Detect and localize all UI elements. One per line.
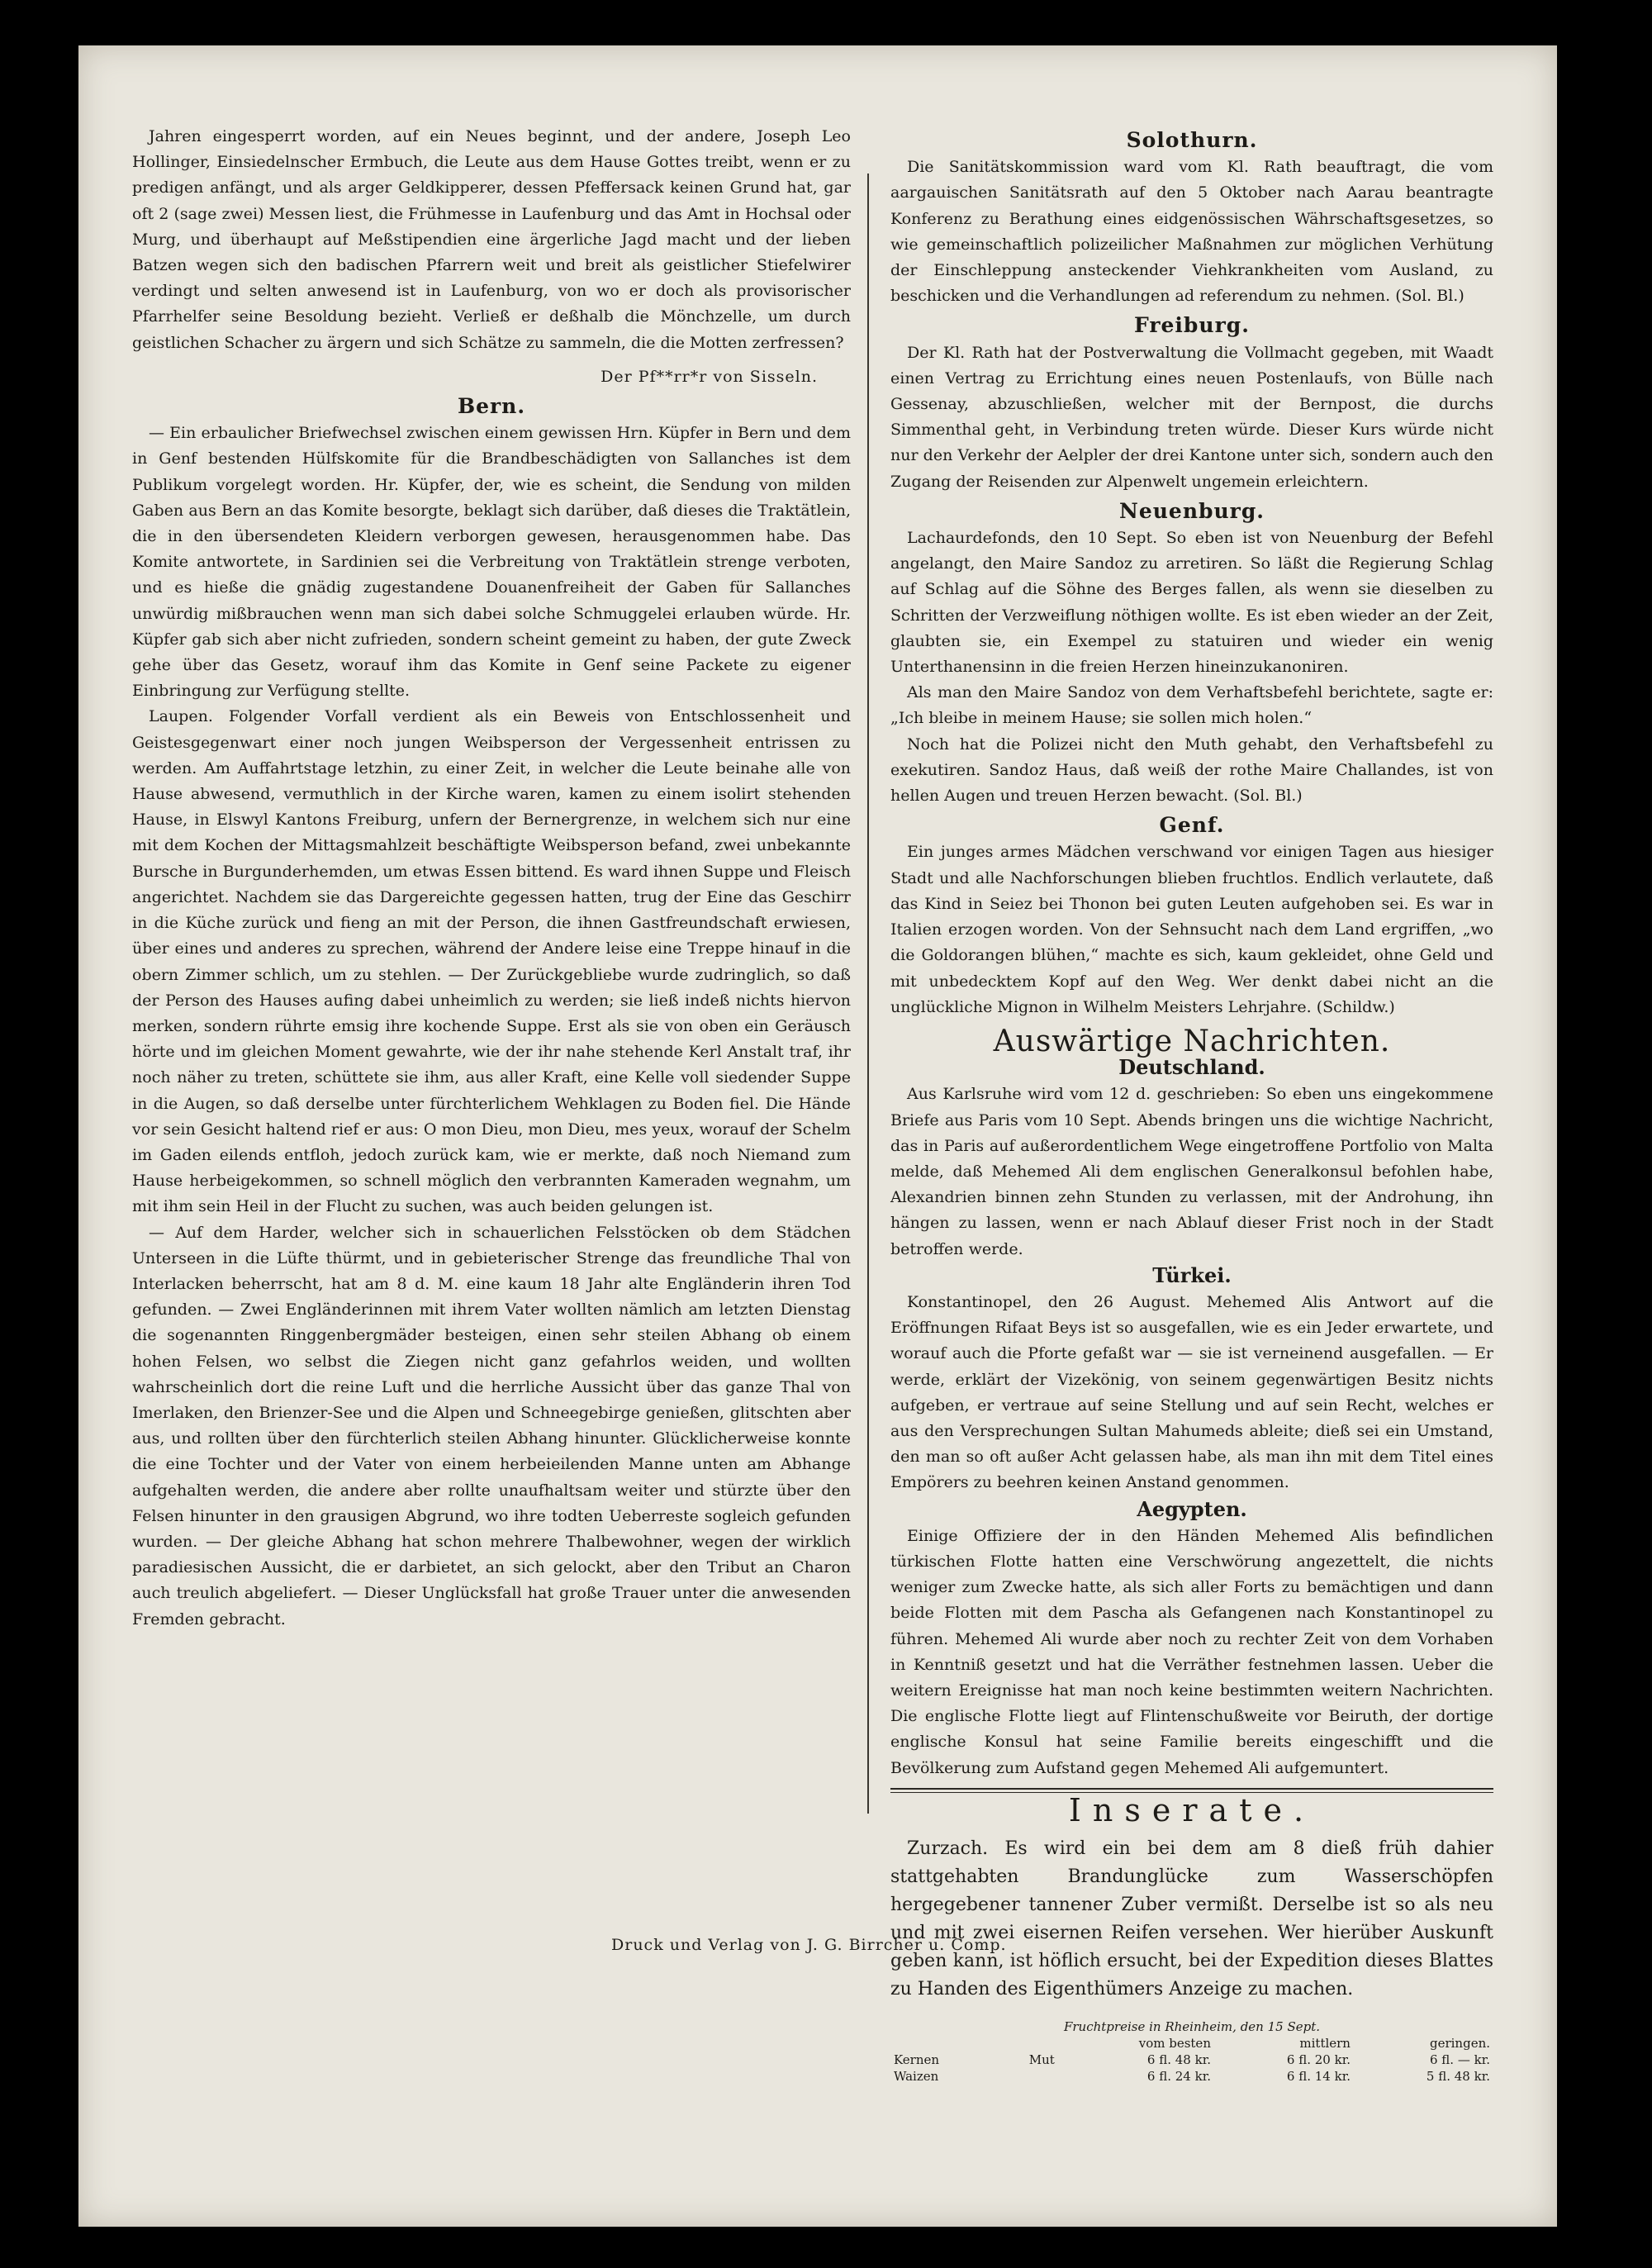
- section-heading-solothurn: Solothurn.: [1126, 128, 1258, 152]
- inserate-heading: Inserate.: [1068, 1791, 1316, 1828]
- table-cell: Mut: [1028, 2052, 1055, 2067]
- table-cell: 5 fl. 48 kr.: [1426, 2069, 1490, 2084]
- article-paragraph: Laupen. Folgender Vorfall verdient als ein Beweis von Entschlossenheit und Geistesgegenwart einer noch jungen Weibsperson der Vergessenheit entrissen zu werden. Am Auffahrtstage letzhin, zu einer Zeit, in welcher die Leute beinahe alle von Hause abwesend, vermuthlich in der Kirche waren, kamen zu einem isolirt stehenden Hause, in Elswyl Kantons Freiburg, unfern der Bernergrenze, in welchem sich nur eine mit dem Kochen der Mittagsmahlzeit beschäftigte Weibsperson befand, zwei unbekannte Bursche in Burgunderhemden, um etwas Essen bittend. Es ward ihnen Suppe und Fleisch angerichtet. Nachdem sie das Dargereichte gegessen hatten, trug der Eine das Geschirr in die Küche zurück und fieng an mit der Person, die ihnen Gastfreundschaft erwiesen, über eines und anderes zu sprechen, während der Andere leise eine Treppe hinauf in die obern Zimmer schlich, um zu stehlen. — Der Zurückgebliebe wurde zudringlich, so daß der Person des Hauses aufing dabei unheimlich zu werden; sie ließ indeß nichts hiervon merken, sondern rührte emsig ihre kochende Suppe. Erst als sie von oben ein Geräusch hörte und im gleichen Moment gewahrte, wie der ihr nahe stehende Kerl Anstalt traf, ihr noch näher zu treten, schüttete sie ihm, aus aller Kraft, eine Kelle voll siedender Suppe in die Augen, so daß derselbe unter fürchterlichem Wehklagen zu Boden fiel. Die Hände vor sein Gesicht haltend rief er aus: O mon Dieu, mon Dieu, mes yeux, worauf der Schelm im Gaden eilends entfloh, jedoch zurück kam, wie er merkte, daß noch Niemand zum Hause herbeigekommen, so schnell möglich den verbrannten Kameraden wegnahm, um mit ihm sein Heil in der Flucht zu suchen, was auch beiden gelungen ist.: [132, 707, 851, 1216]
- price-table: [890, 2035, 1493, 2085]
- section-heading-deutschland: Deutschland.: [1118, 1055, 1265, 1080]
- section-heading-tuerkei: Türkei.: [1152, 1262, 1232, 1287]
- table-cell: 6 fl. 14 kr.: [1286, 2069, 1351, 2084]
- article-paragraph: Ein junges armes Mädchen verschwand vor einigen Tagen aus hiesiger Stadt und alle Nachforschungen blieben fruchtlos. Endlich verlautete, daß das Kind in Seiez bei Thonon bei guten Leuten aufgehoben sei. Es war in Italien erzogen worden. Von der Sehnsucht nach dem Land ergriffen, „wo die Goldorangen blühen,“ machte es sich, kaum gekleidet, ohne Geld und mit unbedecktem Kopf auf den Weg. Wer denkt dabei nicht an die unglückliche Mignon in Wilhelm Meisters Lehrjahre. (Schildw.): [890, 843, 1493, 1016]
- table-cell: 6 fl. — kr.: [1429, 2052, 1490, 2067]
- table-header-row: [890, 2035, 1493, 2052]
- article-paragraph: Als man den Maire Sandoz von dem Verhaftsbefehl berichtete, sagte er: „Ich bleibe in meinem Hause; sie sollen mich holen.“: [890, 683, 1493, 728]
- article-paragraph: Die Sanitätskommission ward vom Kl. Rath beauftragt, die vom aargauischen Sanitätsrath auf den 5 Oktober nach Aarau beantragte Konferenz zu Berathung eines eidgenössischen Währschaftsgesetzes, so wie gemeinschaftlich polizeilicher Maßnahmen zur möglichen Verhütung der Einschleppung ansteckender Viehkrankheiten vom Ausland, zu beschicken und die Verhandlungen ad referendum zu nehmen. (Sol. Bl.): [890, 158, 1493, 306]
- table-cell: Waizen: [894, 2069, 939, 2084]
- price-table-caption: Fruchtpreise in Rheinheim, den 15 Sept.: [1063, 2019, 1321, 2034]
- table-cell: [994, 2068, 1058, 2085]
- article-paragraph: Konstantinopel, den 26 August. Mehemed Alis Antwort auf die Eröffnungen Rifaat Beys ist so ausgefallen, wie es ein Jeder erwartete, und worauf auch die Pforte gefaßt war — sie ist verneinend ausgefallen. — Er werde, erklärt der Vizekönig, von seinem gegenwärtigen Besitz nichts aufgeben, er vertraue auf seine Stellung und auf sein Recht, welches er aus den Versprechungen Sultan Mahumeds ableite; dieß sei ein Umstand, den man so oft außer Acht gelassen habe, als man ihn mit dem Titel eines Empörers zu beehren keinen Anstand genommen.: [890, 1292, 1493, 1492]
- table-header-cell: vom besten: [1138, 2036, 1211, 2051]
- section-heading-freiburg: Freiburg.: [1134, 313, 1250, 338]
- article-paragraph: Aus Karlsruhe wird vom 12 d. geschrieben: So eben uns eingekommene Briefe aus Paris vom 10 Sept. Abends bringen uns die wichtige Nachricht, das in Paris auf außerordentlichem Wege eingetroffene Portfolio von Malta melde, daß Mehemed Ali dem englischen Generalkonsul befohlen habe, Alexandrien binnen zehn Stunden zu verlassen, mit der Androhung, ihn hängen zu lassen, wenn er nach Ablauf dieser Frist noch in der Stadt betroffen werde.: [890, 1085, 1493, 1258]
- article-paragraph: — Auf dem Harder, welcher sich in schauerlichen Felsstöcken ob dem Städchen Unterseen in die Lüfte thürmt, und in gebieterischer Strenge das freundliche Thal von Interlacken beherrscht, hat am 8 d. M. eine kaum 18 Jahr alte Engländerin ihren Tod gefunden. — Zwei Engländerinnen mit ihrem Vater wollten nämlich am letzten Dienstag die sogenannten Ringgenbergmäder besteigen, einen sehr steilen Abhang ob einem hohen Felsen, wo selbst die Ziegen nicht ganz gefahrlos weiden, und wollten wahrscheinlich dort die reine Luft und die herrliche Aussicht über das ganze Thal von Imerlaken, den Brienzer-See und die Alpen und Schneegebirge genießen, glitschten aber aus, und rollten über den fürchterlich steilen Abhang hinunter. Glücklicherweise konnte die eine Tochter und der Vater von einem herbeieilenden Manne unten am Abhange aufgehalten werden, die andere aber rollte unaufhaltsam weiter und stürzte über den Felsen hinunter in den grausigen Abgrund, wo ihre todten Ueberreste sogleich gefunden wurden. — Der gleiche Abhang hat schon mehrere Thalbewohner, wegen der wirklich paradiesischen Aussicht, die er darbietet, an sich gelockt, aber den Tribut an Charon auch treulich abgeliefert. — Dieser Unglücksfall hat große Trauer unter die anwesenden Fremden gebracht.: [132, 1223, 851, 1628]
- article-paragraph: Noch hat die Polizei nicht den Muth gehabt, den Verhaftsbefehl zu exekutiren. Sandoz Haus, daß weiß der rothe Maire Challandes, ist von hellen Augen und treuen Herzen bewacht. (Sol. Bl.): [890, 735, 1493, 806]
- author-signature: Der Pf**rr*r von Sisseln.: [601, 367, 818, 386]
- table-cell: 6 fl. 24 kr.: [1146, 2069, 1211, 2084]
- article-paragraph: Lachaurdefonds, den 10 Sept. So eben ist von Neuenburg der Befehl angelangt, den Maire Sandoz zu arretiren. So läßt die Regierung Schlag auf Schlag auf die Söhne des Berges fallen, als wenn sie dieselben zu Schritten der Verzweiflung nöthigen wollte. Es ist eben wieder an der Zeit, glaubten sie, ein Exempel zu statuiren und wieder ein wenig Unterthanensinn in die freien Herzen hineinzukanoniren.: [890, 529, 1493, 677]
- article-paragraph: Einige Offiziere der in den Händen Mehemed Alis befindlichen türkischen Flotte hatten eine Verschwörung angezettelt, die nichts weniger zum Zwecke hatte, als sich aller Forts zu bemächtigen und dann beide Flotten mit dem Pascha als Gefangenen nach Konstantinopel zu führen. Mehemed Ali wurde aber noch zu rechter Zeit von dem Vorhaben in Kenntniß gesetzt und hat die Verräther festnehmen lassen. Ueber die weitern Ereignisse hat man noch keine bestimmten weitern Nachrichten. Die englische Flotte liegt auf Flintenschußweite vor Beiruth, der dortige englische Konsul hat seine Familie bereits eingeschifft und die Bevölkerung zum Aufstand gegen Mehemed Ali aufgemuntert.: [890, 1526, 1493, 1777]
- opening-paragraph: Jahren eingesperrt worden, auf ein Neues beginnt, und der andere, Joseph Leo Hollinger, Einsiedelnscher Ermbuch, die Leute aus dem Hause Gottes treibt, wenn er zu predigen anfängt, und als arger Geldkipperer, dessen Pfeffersack keinen Grund hat, gar oft 2 (sage zwei) Messen liest, die Frühmesse in Laufenburg und das Amt in Hochsal oder Murg, und überhaupt auf Meßstipendien eine ärgerliche Jagd macht und der lieben Batzen wegen sich den badischen Pfarrern weit und breit als geistlicher Stiefelwirer verdingt und selten anwesend ist in Laufenburg, von wo er doch als provisorischer Pfarrhelfer seine Besoldung bezieht. Verließ er deßhalb die Mönchzelle, um durch geistlichen Schacher zu ärgern und sich Schätze zu sammeln, die die Motten zerfressen?: [132, 127, 851, 352]
- table-cell: Kernen: [894, 2052, 940, 2067]
- section-heading-aegypten: Aegypten.: [1137, 1496, 1247, 1521]
- table-row: [890, 2052, 1493, 2068]
- foreign-news-heading: Auswärtige Nachrichten.: [993, 1024, 1391, 1058]
- table-cell: 6 fl. 20 kr.: [1286, 2052, 1351, 2067]
- section-heading-neuenburg: Neuenburg.: [1118, 498, 1265, 523]
- section-heading-bern: Bern.: [457, 394, 526, 419]
- table-header-cell: mittlern: [1299, 2036, 1351, 2051]
- left-column: [132, 124, 851, 1633]
- article-paragraph: — Ein erbaulicher Briefwechsel zwischen einem gewissen Hrn. Küpfer in Bern und dem in Genf bestenden Hülfskomite für die Brandbeschädigten von Sallanches ist dem Publikum vorgelegt worden. Hr. Küpfer, der, wie es scheint, die Sendung von milden Gaben aus Bern an das Komite besorgte, beklagt sich darüber, daß dieses die Traktätlein, die in den übersendeten Kleidern verborgen gewesen, herausgenommen habe. Das Komite antwortete, in Sardinien sei die Verbreitung von Traktätlein strenge verboten, und es hieße die gnädig zugestandene Douanenfreiheit der Gaben für Sallanches unwürdig mißbrauchen wenn man sich dabei solche Schmuggelei erlauben würde. Hr. Küpfer gab sich aber nicht zufrieden, sondern scheint gemeint zu haben, der gute Zweck gehe über das Gesetz, worauf ihm das Komite in Genf seine Packete zu eigener Einbringung zur Verfügung stellte.: [132, 424, 851, 701]
- advertisement-text: Zurzach. Es wird ein bei dem am 8 dieß früh dahier stattgehabten Brandunglücke zum Wasserschöpfen hergegebener tannener Zuber vermißt. Derselbe ist so als neu und mit zwei eisernen Reifen versehen. Wer hierüber Auskunft geben kann, ist höflich ersucht, bei der Expedition dieses Blattes zu Handen des Eigenthümers Anzeige zu machen.: [890, 1838, 1493, 1999]
- table-header-cell: [890, 2035, 994, 2052]
- right-column: [890, 124, 1493, 2085]
- grain-price-table: [890, 2018, 1493, 2085]
- table-header-cell: geringen.: [1429, 2036, 1490, 2051]
- section-heading-genf: Genf.: [1159, 813, 1225, 838]
- table-cell: 6 fl. 48 kr.: [1146, 2052, 1211, 2067]
- column-divider: [867, 174, 869, 1814]
- table-header-cell: [994, 2035, 1058, 2052]
- printer-imprint: Druck und Verlag von J. G. Birrcher u. Comp.: [611, 1936, 1007, 1954]
- article-paragraph: Der Kl. Rath hat der Postverwaltung die Vollmacht gegeben, mit Waadt einen Vertrag zu Errichtung eines neuen Postenlaufs, von Bülle nach Gessenay, abzuschließen, welcher mit der Bernpost, die durchs Simmenthal geht, in Verbindung treten würde. Dieser Kurs würde nicht nur den Verkehr der Aelpler der drei Kantone unter sich, sondern auch den Zugang der Reisenden zur Alpenwelt ungemein erleichtern.: [890, 343, 1493, 491]
- table-row: [890, 2068, 1493, 2085]
